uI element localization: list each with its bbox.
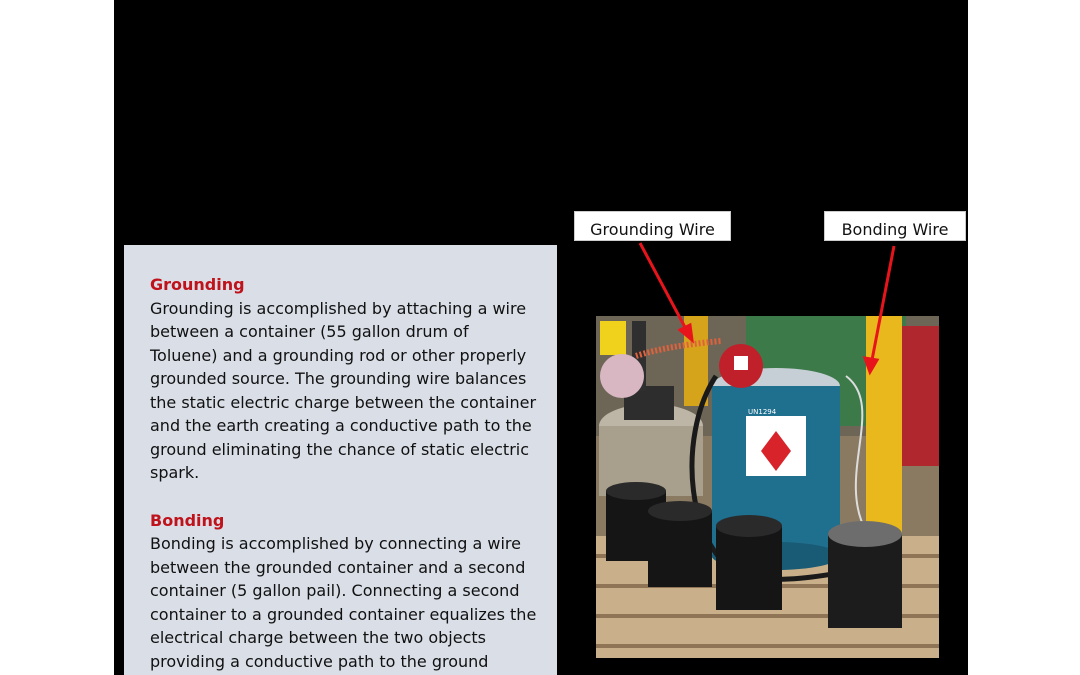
grounding-heading: Grounding xyxy=(150,275,245,294)
bonding-wire-label: Bonding Wire xyxy=(824,211,966,241)
slide xyxy=(114,0,968,675)
grounding-paragraph: Grounding is accomplished by attaching a wire between a container (55 gallon drum of Toluene) and a grounding rod or other properly grounded source. The grounding wire balances the static electric charge between the container and the earth creating a conductive path to the ground eliminating the chance of static electric spark. xyxy=(150,298,537,482)
bonding-heading: Bonding xyxy=(150,510,225,530)
text-panel xyxy=(124,245,557,675)
drum-label-text: UN1294 xyxy=(748,408,777,416)
drum-photo xyxy=(596,316,939,658)
grounding-wire-label: Grounding Wire xyxy=(574,211,731,241)
bonding-paragraph: Bonding is accomplished by connecting a wire between the grounded container and a second container (5 gallon pail). Connecting a second container to a grounded container equalizes the electrical charge between the two objects providing a conductive path to the ground xyxy=(150,534,537,671)
